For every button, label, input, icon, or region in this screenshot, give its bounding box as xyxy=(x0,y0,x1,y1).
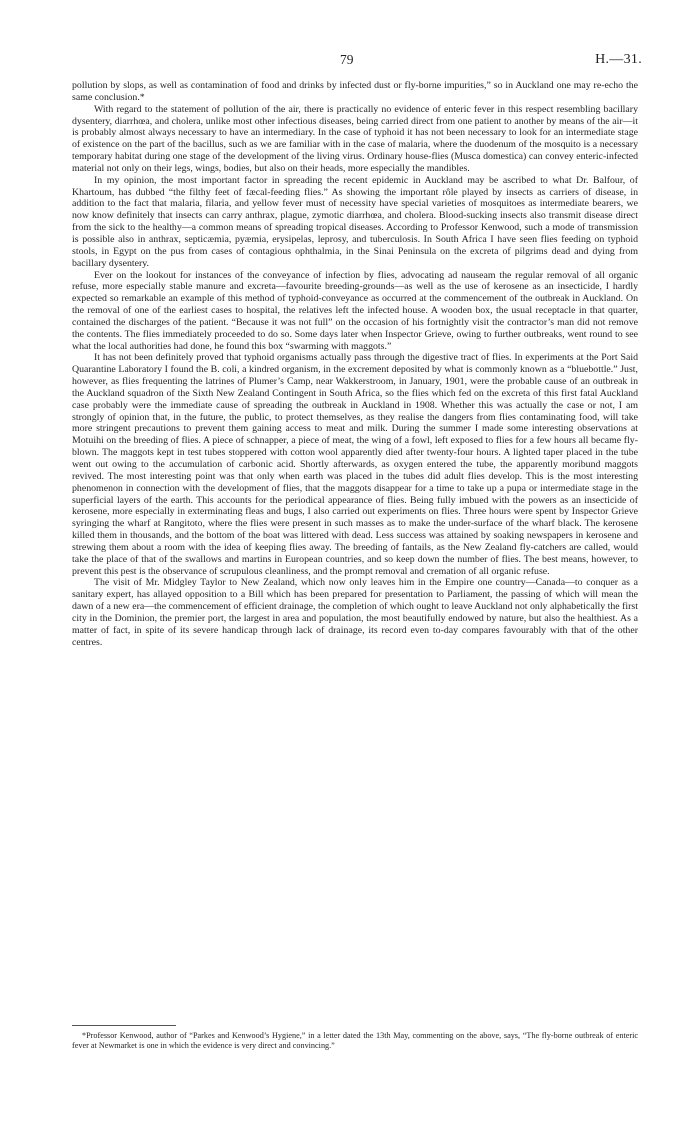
page-number: 79 xyxy=(340,52,354,67)
paragraph-conveyance-example: Ever on the lookout for instances of the conveyance of infection by flies, advocating ad nauseam the regular removal of all organic refuse, more especially stable manure and excreta—favourite breeding-grounds—as well as the use of kerosene as an insecticide, I hardly expected so remarkable an example of this method of typhoid-conveyance as occurred at the commencement of the outbreak in Auckland. On the removal of one of the earliest cases to hospital, the relatives left the infected house. A wooden box, the usual receptacle in that quarter, contained the discharges of the patient. “Because it was not full” on the occasion of his fortnightly visit the contractor’s man did not remove the contents. The flies immediately proceeded to do so. Some days later when Inspector Grieve, owing to further outbreaks, went round to see what the local authorities had done, he found this box “swarming with maggots.” xyxy=(72,269,638,352)
paragraph-flies-factor: In my opinion, the most important factor in spreading the recent epidemic in Auckland may be ascribed to what Dr. Balfour, of Khartoum, has dubbed “the filthy feet of fæcal-feeding flies.” As showing the important rôle played by insects as carriers of disease, in addition to the fact that malaria, filaria, and yellow fever must of necessity have special varieties of mosquitoes as intermediate bearers, we now know definitely that insects can carry anthrax, plague, zymotic diarrhœa, and cholera. Blood-sucking insects also transmit disease direct from the sick to the healthy—a common means of spreading tropical diseases. According to Professor Kenwood, such a mode of transmission is possible also in anthrax, septicæmia, pyæmia, erysipelas, leprosy, and tuberculosis. In South Africa I have seen flies feeding on typhoid stools, in Egypt on the pus from cases of contagious ophthalmia, in the Sinai Peninsula on the excreta of pilgrims dead and dying from bacillary dysentery. xyxy=(72,174,638,269)
paragraph-continuation: pollution by slops, as well as contamination of food and drinks by infected dust or fly-borne impurities,” so in Auckland one may re-echo the same conclusion.* xyxy=(72,80,638,103)
paragraph-air-pollution: With regard to the statement of pollution of the air, there is practically no evidence of enteric fever in this respect resembling bacillary dysentery, diarrhœa, and cholera, unlike most other infectious diseases, being carried direct from one patient to another by means of the air—it is probably almost always necessary to have an intermediary. In the case of typhoid it has not been necessary to look for an intermediate stage of existence on the part of the bacillus, such as we are familiar with in the case of malaria, where the duodenum of the mosquito is a necessary temporary habitat during one stage of the development of the living virus. Ordinary house-flies (Musca domestica) can convey enteric-infected material not only on their legs, wings, bodies, but also on their heads, more especially the mandibles. xyxy=(72,103,638,174)
page-header xyxy=(0,52,700,72)
body-text xyxy=(72,80,638,649)
paragraph-fly-experiments: It has not been definitely proved that typhoid organisms actually pass through the digestive tract of flies. In experiments at the Port Said Quarantine Laboratory I found the B. coli, a kindred organism, in the excrement deposited by what is commonly known as a “bluebottle.” Just, however, as flies frequenting the latrines of Plumer’s Camp, near Wakkerstroom, in January, 1901, were the probable cause of an outbreak in the Auckland squadron of the Sixth New Zealand Contingent in South Africa, so the flies which fed on the excreta of this first fatal Auckland case probably were the immediate cause of spreading the outbreak in Auckland in 1908. Whether this was actually the case or not, I am strongly of opinion that, in the future, the public, to protect themselves, as they realise the dangers from flies contaminating food, will take more stringent precautions to prevent them gaining access to meat and milk. During the summer I made some interesting observations at Motuihi on the breeding of flies. A piece of schnapper, a piece of meat, the wing of a fowl, left exposed to flies for a few hours all became fly-blown. The maggots kept in test tubes stoppered with cotton wool apparently died after twenty-four hours. A lighted taper placed in the tube went out owing to the accumulation of carbonic acid. Shortly afterwards, as oxygen entered the tube, the apparently moribund maggots revived. The most interesting point was that only when earth was placed in the tubes did adult flies develop. This is the most interesting phenomenon in connection with the development of flies, that the maggots disappear for a time to take up a pupa or intermediate stage in the superficial layers of the earth. This accounts for the periodical appearance of flies. Being fully imbued with the powers as an insecticide of kerosene, more especially in exterminating fleas and bugs, I also carried out experiments on flies. Three hours were spent by Inspector Grieve syringing the wharf at Rangitoto, where the flies were present in such masses as to make the under-surface of the wharf black. The kerosene killed them in thousands, and the bottom of the boat was littered with dead. Less success was attained by soaking newspapers in kerosene and strewing them about a room with the idea of keeping flies away. The breeding of fantails, as the New Zealand fly-catchers are called, would take the place of that of the swallows and martins in European countries, and so keep down the number of flies. The best means, however, to prevent this pest is the observance of scrupulous cleanliness, and the prompt removal and cremation of all organic refuse. xyxy=(72,352,638,577)
document-reference: H.—31. xyxy=(595,52,642,67)
footnote: *Professor Kenwood, author of “Parkes and Kenwood’s Hygiene,” in a letter dated the 13th May, commenting on the above, says, “The fly-borne outbreak of enteric fever at Newmarket is one in which the evidence is very direct and convincing.” xyxy=(72,1031,638,1051)
paragraph-drainage: The visit of Mr. Midgley Taylor to New Zealand, which now only leaves him in the Empire one country—Canada—to conquer as a sanitary expert, has allayed opposition to a Bill which has been prepared for presentation to Parliament, the passing of which will mean the dawn of a new era—the commencement of efficient drainage, the completion of which ought to leave Auckland not only alphabetically the first city in the Dominion, the premier port, the largest in area and population, the most beautifully endowed by nature, but also the healthiest. As a matter of fact, in spite of its severe handicap through lack of drainage, its record even to-day compares favourably with that of the other centres. xyxy=(72,577,638,648)
footnote-rule xyxy=(72,1025,176,1026)
